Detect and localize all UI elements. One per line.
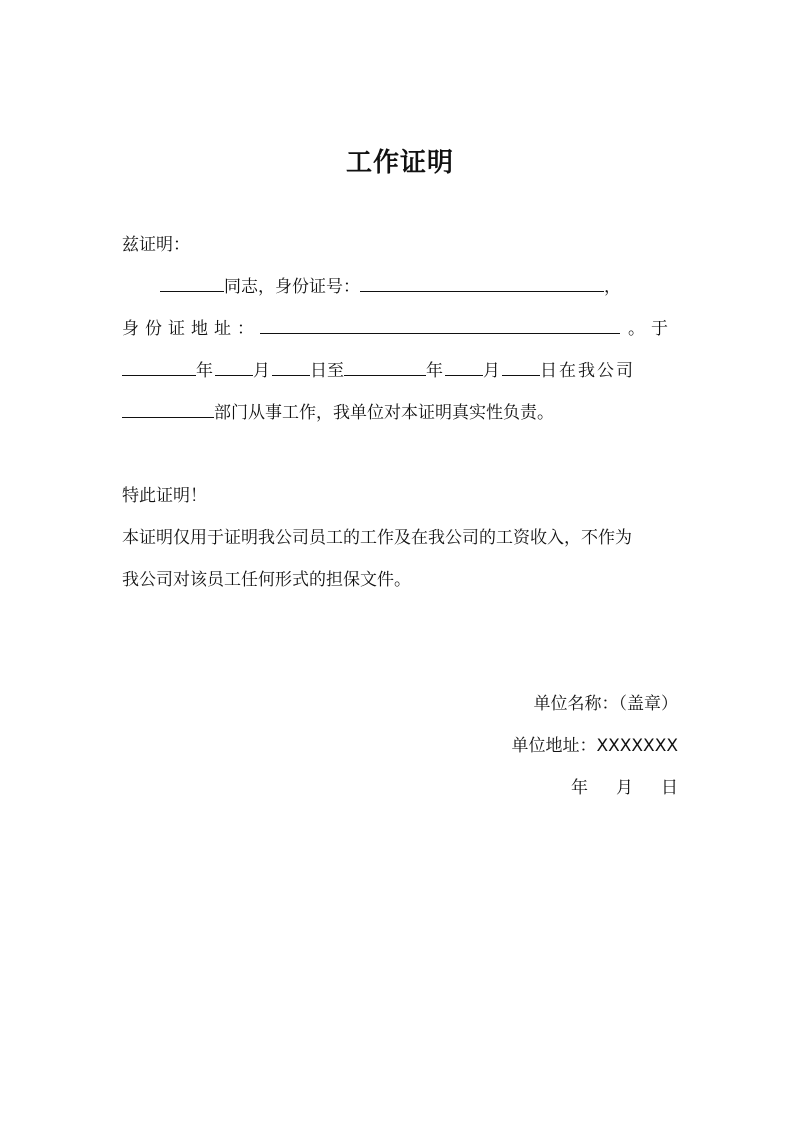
- line-comrade-id: [122, 273, 682, 299]
- end-year-blank: [344, 357, 426, 376]
- salutation: 兹证明：: [122, 235, 190, 255]
- end-day-blank: [502, 357, 540, 376]
- line-department: [122, 399, 682, 425]
- unit-name: 单位名称：（盖章）: [533, 694, 678, 714]
- name-blank: [160, 273, 224, 292]
- address-suffix: 。于: [628, 319, 674, 339]
- department-blank: [122, 399, 214, 418]
- department-text: 部门从事工作，我单位对本证明真实性负责。: [214, 403, 554, 423]
- comma: ，: [604, 277, 621, 297]
- closing-statement: 特此证明！: [122, 486, 207, 506]
- end-month-blank: [445, 357, 483, 376]
- start-year-blank: [122, 357, 196, 376]
- address-blank: [260, 315, 620, 334]
- end-month-label: 月: [483, 361, 500, 381]
- date-month: 月: [616, 778, 633, 798]
- end-year-label: 年: [426, 361, 443, 381]
- id-number-blank: [360, 273, 604, 292]
- address-label: 身份证地址：: [122, 319, 260, 339]
- start-month-blank: [215, 357, 253, 376]
- end-day-label: 日在我公司: [540, 361, 635, 381]
- line-address: [122, 315, 682, 341]
- disclaimer-line-2: 我公司对该员工任何形式的担保文件。: [122, 570, 411, 590]
- start-year-label: 年: [196, 361, 213, 381]
- unit-address: 单位地址：XXXXXXX: [511, 736, 678, 756]
- date-year: 年: [571, 778, 588, 798]
- comrade-id-label: 同志，身份证号：: [224, 277, 360, 297]
- disclaimer-line-1: 本证明仅用于证明我公司员工的工作及在我公司的工资收入，不作为: [122, 528, 632, 548]
- start-month-label: 月: [253, 361, 270, 381]
- line-dates: [122, 357, 682, 383]
- document-title: 工作证明: [345, 148, 454, 178]
- start-day-blank: [272, 357, 310, 376]
- start-day-label: 日至: [310, 361, 344, 381]
- date-day: 日: [661, 778, 678, 798]
- signature-date: [571, 775, 678, 801]
